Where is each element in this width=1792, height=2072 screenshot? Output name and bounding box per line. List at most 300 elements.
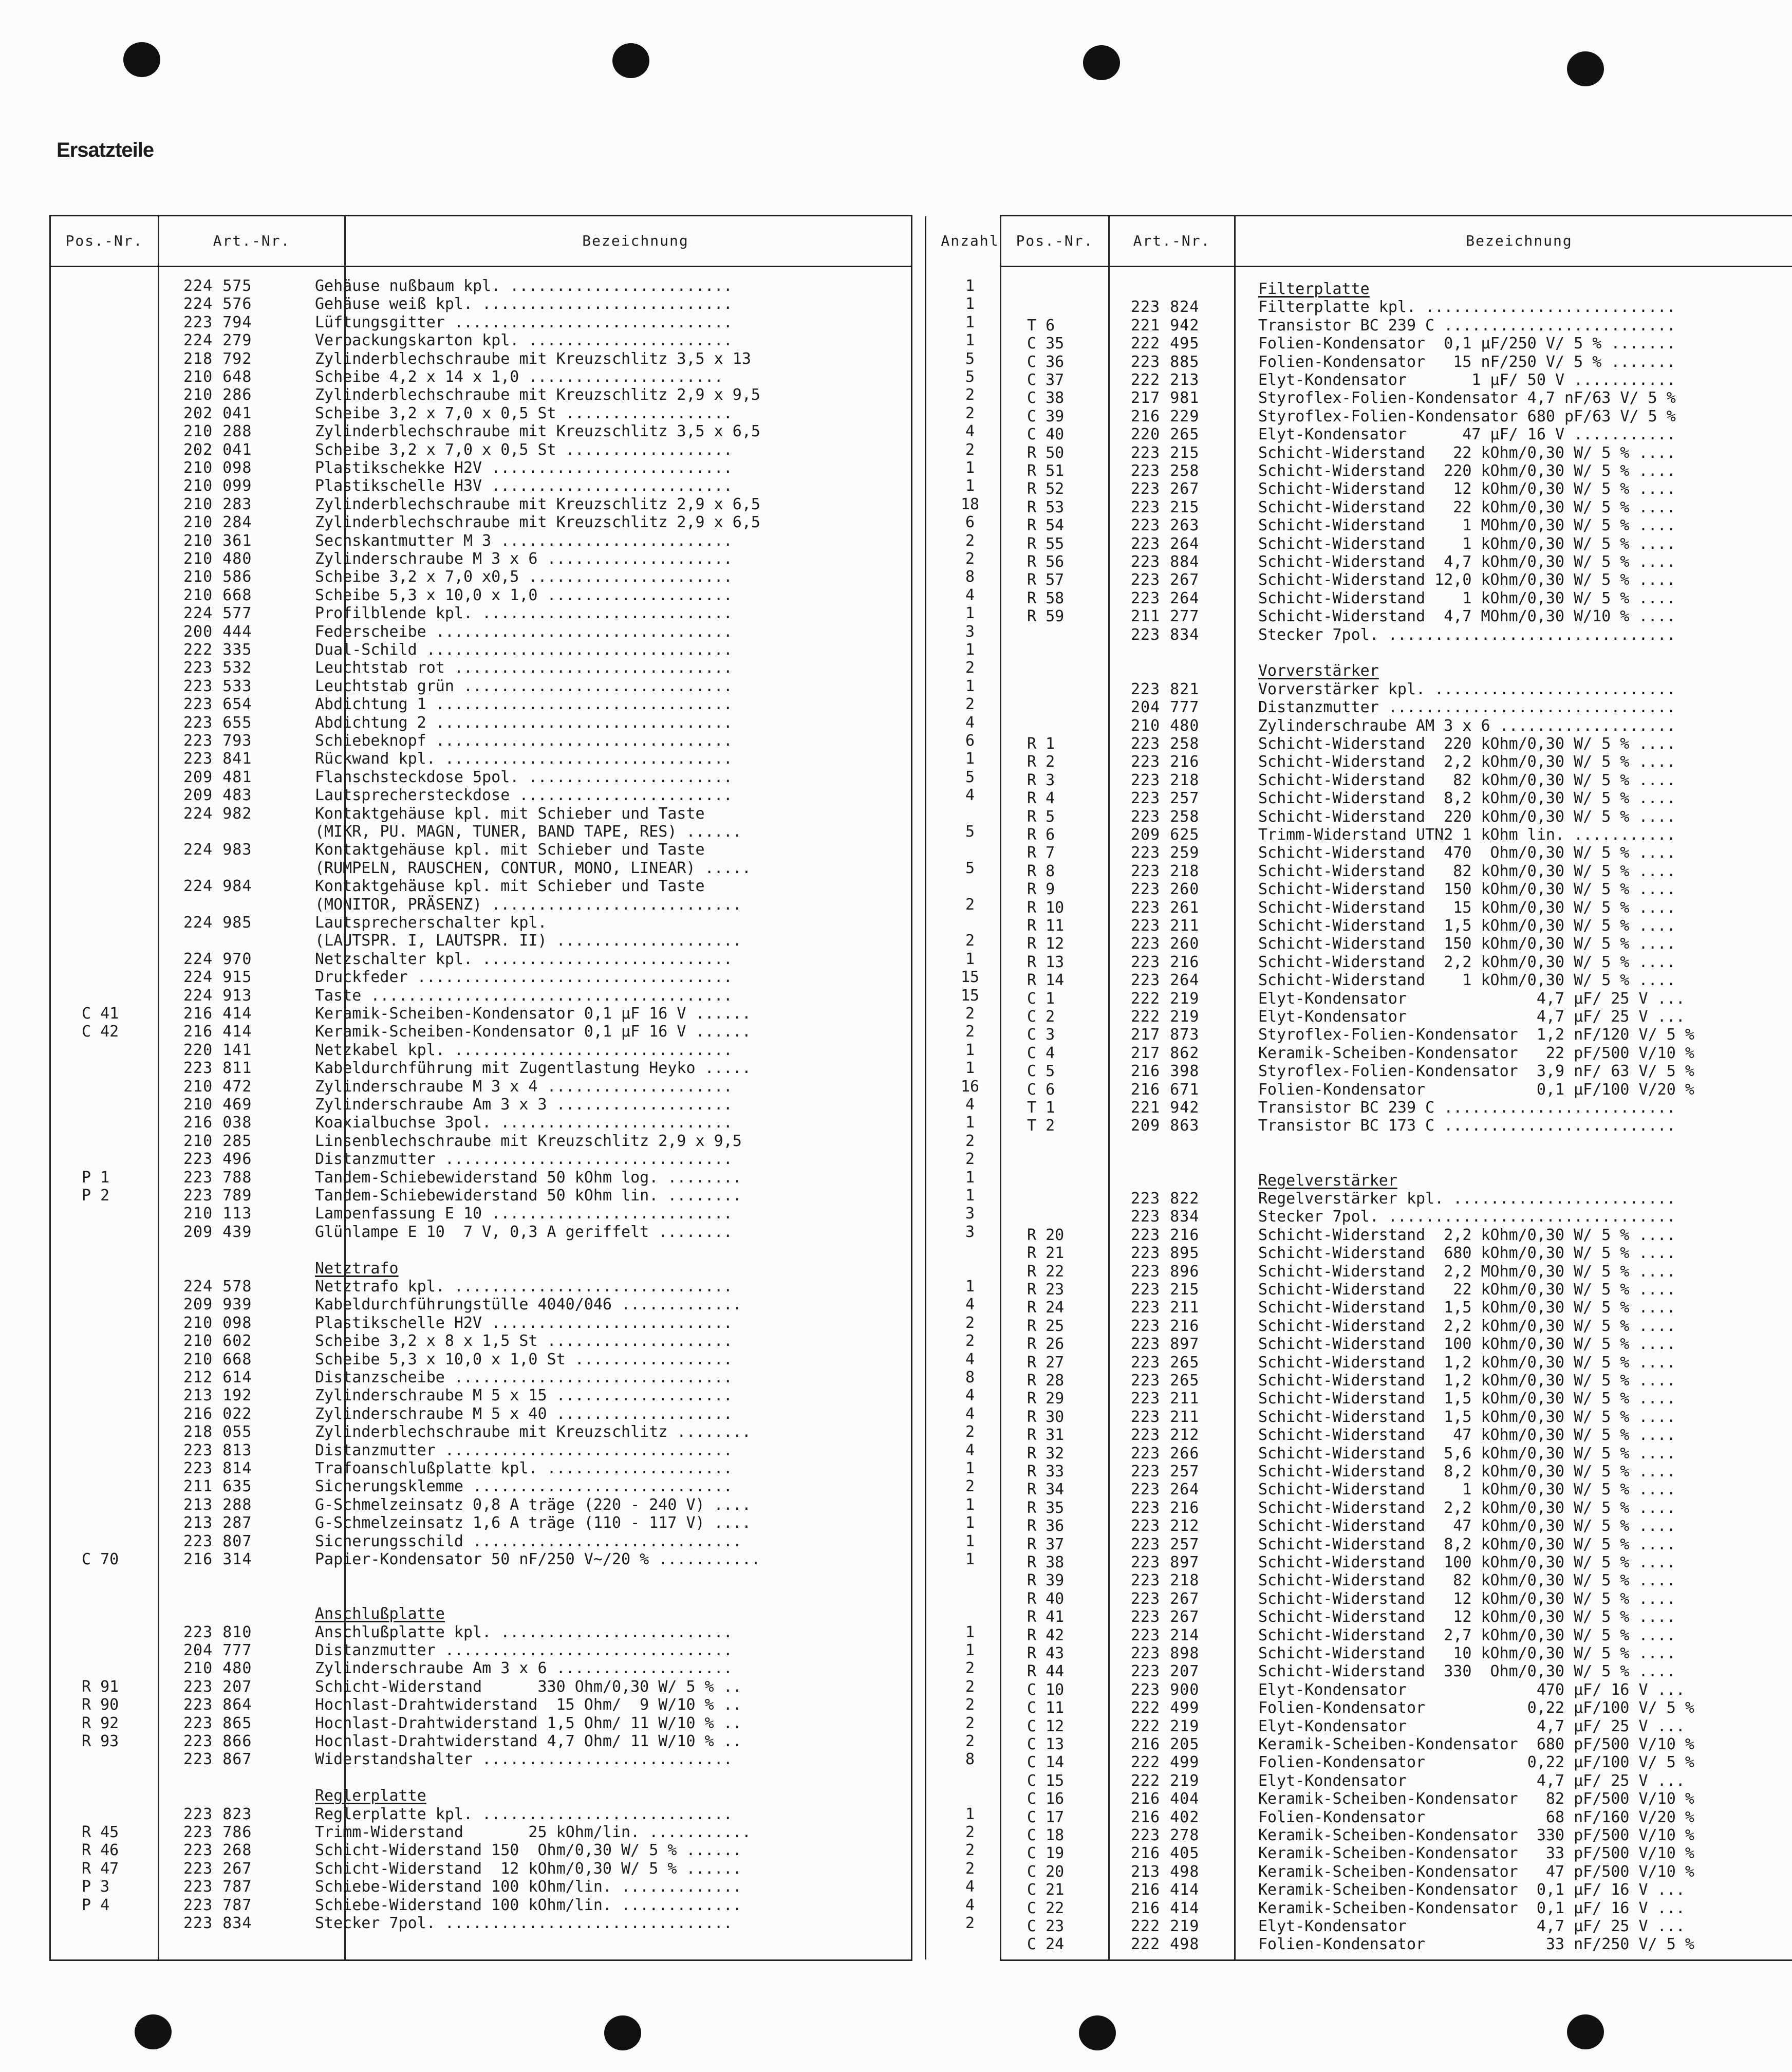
description: Schicht-Widerstand 82 kOhm/0,30 W/ 5 % .... [1258, 862, 1676, 880]
pos-number: R 51 [1027, 462, 1065, 480]
quantity: 1 [965, 1114, 975, 1132]
article-number: 209 483 [183, 786, 252, 805]
pos-number: C 22 [1027, 1899, 1065, 1917]
quantity: 1 [965, 604, 975, 623]
article-number: 223 268 [183, 1841, 252, 1860]
pos-number: R 52 [1027, 480, 1065, 498]
article-number: 223 897 [1131, 1553, 1200, 1571]
article-number: 210 113 [183, 1205, 252, 1223]
table-row [1001, 1772, 1792, 1790]
table-row [1001, 1844, 1792, 1863]
table-row [51, 531, 975, 550]
header-pos: Pos.-Nr. [1016, 232, 1094, 249]
quantity: 6 [965, 732, 975, 750]
table-row [51, 1550, 975, 1569]
table-row [51, 404, 975, 423]
table-row [1001, 1445, 1792, 1463]
quantity: 4 [965, 713, 975, 732]
article-number: 210 648 [183, 368, 252, 386]
table-header [1001, 216, 1792, 267]
pos-number: R 27 [1027, 1353, 1065, 1372]
article-number: 223 841 [183, 750, 252, 768]
pos-number: R 28 [1027, 1372, 1065, 1390]
table-row [51, 805, 911, 823]
punch-hole [604, 2015, 641, 2050]
description: Zylinderschraube Am 3 x 6 ................... [315, 1659, 733, 1678]
article-number: 223 259 [1131, 844, 1200, 862]
table-row [51, 495, 980, 514]
article-number: 216 414 [1131, 1899, 1200, 1917]
article-number: 223 821 [1131, 680, 1200, 698]
quantity: 2 [965, 1477, 975, 1496]
pos-number: R 58 [1027, 589, 1065, 607]
description: Schicht-Widerstand 100 kOhm/0,30 W/ 5 % .... [1258, 1553, 1676, 1571]
table-row [51, 477, 975, 495]
description: Keramik-Scheiben-Kondensator 33 pF/500 V/10 % [1258, 1844, 1694, 1863]
table-row [1001, 1535, 1792, 1554]
table-row [1001, 1753, 1792, 1772]
table-row [51, 386, 975, 404]
article-number: 223 260 [1131, 935, 1200, 953]
article-number: 210 286 [183, 386, 252, 404]
pos-number: C 24 [1027, 1935, 1065, 1954]
description: Kontaktgehäuse kpl. mit Schieber und Taste [315, 841, 705, 859]
table-row [1001, 1899, 1792, 1918]
description: Schicht-Widerstand 2,2 MOhm/0,30 W/ 5 % .... [1258, 1262, 1676, 1281]
description: Schicht-Widerstand 1,2 kOhm/0,30 W/ 5 % .... [1258, 1372, 1676, 1390]
table-row [1001, 498, 1792, 517]
description: Folien-Kondensator 0,1 µF/250 V/ 5 % ....... [1258, 335, 1676, 353]
quantity: 1 [965, 1041, 975, 1059]
table-row [51, 1459, 975, 1478]
article-number: 223 865 [183, 1714, 252, 1732]
pos-number: R 50 [1027, 443, 1065, 462]
pos-number: C 23 [1027, 1917, 1065, 1935]
pos-number: R 43 [1027, 1644, 1065, 1662]
description: Schicht-Widerstand 22 kOhm/0,30 W/ 5 % .... [1258, 443, 1676, 462]
table-row [1001, 1917, 1792, 1936]
table-row [1001, 1408, 1792, 1427]
pos-number: R 35 [1027, 1498, 1065, 1517]
quantity: 6 [965, 513, 975, 532]
article-number: 210 098 [183, 459, 252, 477]
article-number: 223 211 [1131, 1299, 1200, 1317]
table-row [51, 1659, 975, 1678]
pos-number: C 14 [1027, 1753, 1065, 1772]
pos-number: C 3 [1027, 1026, 1055, 1044]
quantity: 3 [965, 1223, 975, 1241]
article-number: 210 284 [183, 513, 252, 532]
pos-number: R 57 [1027, 571, 1065, 589]
table-row [1001, 880, 1792, 899]
table-row [1001, 1699, 1792, 1717]
description: Glühlampe E 10 7 V, 0,3 A geriffelt ........ [315, 1223, 733, 1241]
table-row [51, 1841, 975, 1860]
description: Regelverstärker kpl. ........................ [1258, 1190, 1676, 1208]
table-row [51, 1859, 975, 1878]
article-number: 223 261 [1131, 898, 1200, 917]
description: Folien-Kondensator 15 nF/250 V/ 5 % ....... [1258, 353, 1676, 371]
description: Schicht-Widerstand 2,2 kOhm/0,30 W/ 5 % .... [1258, 1226, 1676, 1244]
quantity: 1 [965, 313, 975, 331]
description: Elyt-Kondensator 4,7 µF/ 25 V ... [1258, 1771, 1685, 1790]
table-row [1001, 1863, 1792, 1881]
article-number: 224 913 [183, 986, 252, 1005]
article-number: 222 499 [1131, 1699, 1200, 1717]
pos-number: R 24 [1027, 1299, 1065, 1317]
description: G-Schmelzeinsatz 0,8 A träge (220 - 240 V) .... [315, 1495, 751, 1514]
table-row [51, 1732, 975, 1751]
pos-number: R 13 [1027, 953, 1065, 971]
article-number: 223 215 [1131, 1281, 1200, 1299]
table-row [1001, 735, 1792, 753]
table-row [1001, 935, 1792, 953]
description: (RUMPELN, RAUSCHEN, CONTUR, MONO, LINEAR) ..... [315, 859, 751, 877]
section-heading-row [1001, 1172, 1792, 1190]
table-row [51, 713, 975, 732]
table-row [51, 1750, 975, 1769]
description: Schicht-Widerstand 47 kOhm/0,30 W/ 5 % .... [1258, 1426, 1676, 1445]
table-row [51, 440, 975, 459]
section-title: Netztrafo [315, 1259, 399, 1278]
article-number: 224 279 [183, 331, 252, 350]
article-number: 223 895 [1131, 1244, 1200, 1263]
article-number: 224 985 [183, 914, 252, 932]
table-row [1001, 1790, 1792, 1808]
description: Folien-Kondensator 0,22 µF/100 V/ 5 % [1258, 1699, 1694, 1717]
description: Schicht-Widerstand 22 kOhm/0,30 W/ 5 % .... [1258, 1281, 1676, 1299]
article-number: 223 654 [183, 695, 252, 714]
section-title: Reglerplatte [315, 1787, 426, 1805]
table-row [51, 1077, 980, 1096]
table-row [1001, 444, 1792, 462]
table-row [51, 1205, 975, 1223]
description: Elyt-Kondensator 470 µF/ 16 V ... [1258, 1680, 1685, 1699]
description: Reglerplatte kpl. ........................... [315, 1805, 733, 1823]
section-heading-row [51, 1787, 911, 1805]
article-number: 223 264 [1131, 1481, 1200, 1499]
description: Scheibe 3,2 x 7,0 x 0,5 St .................. [315, 404, 733, 422]
description: Distanzmutter ............................... [315, 1641, 733, 1659]
table-row [51, 604, 975, 623]
table-row [1001, 844, 1792, 862]
quantity: 2 [965, 1023, 975, 1041]
description: Kabeldurchführungstülle 4040/046 ............. [315, 1296, 742, 1314]
header-art: Art.-Nr. [1133, 232, 1211, 249]
table-row [1001, 516, 1792, 535]
description: Taste ....................................... [315, 986, 733, 1005]
article-number: 218 792 [183, 349, 252, 368]
description: Filterplatte kpl. ........................... [1258, 298, 1676, 317]
article-number: 223 218 [1131, 771, 1200, 789]
description: Keramik-Scheiben-Kondensator 330 pF/500 V/10 % [1258, 1826, 1694, 1844]
pos-number: R 2 [1027, 753, 1055, 771]
description: Lüftungsgitter .............................. [315, 313, 733, 331]
description: Gehäuse nußbaum kpl. ........................ [315, 277, 733, 295]
description: Distanzmutter ............................... [315, 1150, 733, 1169]
pos-number: R 44 [1027, 1662, 1065, 1681]
quantity: 2 [965, 1732, 975, 1750]
description: Gehäuse weiß kpl. ........................... [315, 295, 733, 313]
pos-number: R 34 [1027, 1481, 1065, 1499]
article-number: 223 216 [1131, 953, 1200, 971]
article-number: 223 794 [183, 313, 252, 331]
table-row [51, 1587, 911, 1605]
article-number: 210 480 [183, 1659, 252, 1678]
table-row [1001, 1099, 1792, 1117]
pos-number: T 2 [1027, 1117, 1055, 1135]
article-number: 209 939 [183, 1296, 252, 1314]
table-row [1001, 789, 1792, 808]
article-number: 218 055 [183, 1423, 252, 1441]
quantity: 4 [965, 786, 975, 805]
description: Schicht-Widerstand 220 kOhm/0,30 W/ 5 % .... [1258, 735, 1676, 753]
article-number: 223 884 [1131, 553, 1200, 571]
article-number: 223 807 [183, 1532, 252, 1550]
article-number: 223 793 [183, 732, 252, 750]
article-number: 223 211 [1131, 1408, 1200, 1426]
article-number: 210 283 [183, 495, 252, 513]
article-number: 216 414 [183, 1005, 252, 1023]
article-number: 223 278 [1131, 1826, 1200, 1844]
table-row [51, 568, 975, 586]
quantity: 3 [965, 622, 975, 641]
description: Dual-Schild ................................. [315, 641, 733, 659]
quantity: 2 [965, 1313, 975, 1332]
article-number: 217 873 [1131, 1026, 1200, 1044]
pos-number: C 17 [1027, 1808, 1065, 1826]
article-number: 222 213 [1131, 371, 1200, 389]
description: Schicht-Widerstand 1,5 kOhm/0,30 W/ 5 % .... [1258, 1390, 1676, 1408]
description: Schicht-Widerstand 12 kOhm/0,30 W/ 5 % .... [1258, 480, 1676, 498]
table-row [51, 1823, 975, 1842]
table-row [51, 1096, 975, 1114]
pos-number: R 22 [1027, 1262, 1065, 1281]
article-number: 217 981 [1131, 389, 1200, 408]
pos-number: C 39 [1027, 407, 1065, 425]
description: Schicht-Widerstand 680 kOhm/0,30 W/ 5 % .... [1258, 1244, 1676, 1263]
article-number: 223 834 [1131, 625, 1200, 644]
punch-hole [1083, 45, 1120, 80]
parts-table-right [1000, 215, 1792, 1961]
article-number: 210 285 [183, 1132, 252, 1150]
article-number: 222 219 [1131, 1917, 1200, 1935]
table-row [1001, 462, 1792, 480]
article-number: 223 215 [1131, 443, 1200, 462]
article-number: 223 264 [1131, 589, 1200, 607]
table-row [51, 1241, 911, 1260]
pos-number: R 25 [1027, 1317, 1065, 1335]
article-number: 223 265 [1131, 1372, 1200, 1390]
article-number: 210 480 [1131, 716, 1200, 735]
table-row [51, 1132, 975, 1151]
table-row [51, 349, 975, 368]
table-row [1001, 408, 1792, 426]
quantity: 8 [965, 568, 975, 586]
table-row [51, 1041, 975, 1060]
pos-number: C 20 [1027, 1862, 1065, 1881]
quantity: 4 [965, 586, 975, 604]
description: Verpackungskarton kpl. ...................... [315, 331, 733, 350]
article-number: 223 264 [1131, 971, 1200, 990]
table-row [1001, 1081, 1792, 1099]
article-number: 223 532 [183, 659, 252, 677]
article-number: 223 788 [183, 1168, 252, 1187]
description: Stecker 7pol. ............................... [1258, 625, 1676, 644]
article-number: 216 038 [183, 1114, 252, 1132]
table-row [1001, 917, 1792, 935]
table-row [1001, 1826, 1792, 1845]
article-number: 223 267 [1131, 571, 1200, 589]
article-number: 223 866 [183, 1732, 252, 1750]
description: Elyt-Kondensator 47 µF/ 16 V ........... [1258, 425, 1676, 444]
description: Elyt-Kondensator 4,7 µF/ 25 V ... [1258, 1008, 1685, 1026]
description: Schicht-Widerstand 220 kOhm/0,30 W/ 5 % .... [1258, 807, 1676, 826]
table-row [51, 986, 980, 1005]
quantity: 2 [965, 1914, 975, 1932]
article-number: 200 444 [183, 622, 252, 641]
description: Keramik-Scheiben-Kondensator 47 pF/500 V/10 % [1258, 1862, 1694, 1881]
article-number: 202 041 [183, 404, 252, 422]
pos-number: R 93 [82, 1732, 119, 1750]
table-row [1001, 826, 1792, 844]
table-row [51, 1914, 975, 1933]
table-row [51, 1677, 975, 1696]
description: Federscheibe ................................ [315, 622, 733, 641]
description: (MIKR, PU. MAGN, TUNER, BAND TAPE, RES) ...... [315, 823, 742, 841]
quantity: 1 [965, 477, 975, 495]
table-row [1001, 1426, 1792, 1445]
article-number: 209 439 [183, 1223, 252, 1241]
article-number: 223 789 [183, 1187, 252, 1205]
quantity: 2 [965, 550, 975, 568]
quantity: 2 [965, 1714, 975, 1732]
quantity: 4 [965, 1296, 975, 1314]
pos-number: R 90 [82, 1696, 119, 1714]
description: Zylinderblechschraube mit Kreuzschlitz 2,9 x 9,5 [315, 386, 760, 404]
article-number: 216 414 [1131, 1881, 1200, 1899]
quantity: 1 [965, 295, 975, 313]
description: Koaxialbuchse 3pol. ......................... [315, 1114, 733, 1132]
table-row [1001, 1499, 1792, 1518]
description: Anschlußplatte kpl. ......................... [315, 1623, 733, 1641]
article-number: 223 787 [183, 1878, 252, 1896]
description: Tandem-Schiebewiderstand 50 kOhm log. ........ [315, 1168, 742, 1187]
table-row [51, 768, 975, 787]
pos-number: P 3 [82, 1878, 110, 1896]
description: Distanzmutter ............................... [1258, 698, 1676, 717]
table-row [51, 368, 975, 386]
pos-number: P 4 [82, 1896, 110, 1914]
quantity: 2 [965, 1132, 975, 1150]
header-desc: Bezeichnung [582, 232, 689, 249]
article-number: 223 214 [1131, 1626, 1200, 1644]
description: Schicht-Widerstand 12 kOhm/0,30 W/ 5 % .... [1258, 1589, 1676, 1608]
article-number: 222 335 [183, 641, 252, 659]
pos-number: P 1 [82, 1168, 110, 1187]
quantity: 1 [965, 1805, 975, 1823]
pos-number: T 6 [1027, 316, 1055, 335]
description: Widerstandshalter ........................... [315, 1750, 733, 1769]
description: Plastikschelle H3V .......................... [315, 477, 733, 495]
article-number: 216 414 [183, 1023, 252, 1041]
pos-number: R 36 [1027, 1517, 1065, 1535]
table-row [1001, 1153, 1792, 1172]
article-number: 209 625 [1131, 826, 1200, 844]
description: Keramik-Scheiben-Kondensator 0,1 µF 16 V ...... [315, 1005, 751, 1023]
quantity: 2 [965, 386, 975, 404]
description: Schicht-Widerstand 1,2 kOhm/0,30 W/ 5 % .... [1258, 1353, 1676, 1372]
description: Styroflex-Folien-Kondensator 680 pF/63 V/ 5 % [1258, 407, 1676, 425]
description: Zylinderblechschraube mit Kreuzschlitz 2,9 x 6,5 [315, 495, 760, 513]
pos-number: C 4 [1027, 1044, 1055, 1062]
description: Kontaktgehäuse kpl. mit Schieber und Taste [315, 804, 705, 823]
table-row [1001, 899, 1792, 917]
article-number: 222 219 [1131, 1717, 1200, 1735]
table-row [51, 1187, 975, 1205]
quantity: 8 [965, 1750, 975, 1769]
description: Profilblende kpl. ........................... [315, 604, 733, 623]
description: Leuchtstab grün ............................. [315, 677, 733, 695]
description: Styroflex-Folien-Kondensator 1,2 nF/120 V/ 5 % [1258, 1026, 1694, 1044]
table-row [1001, 1226, 1792, 1245]
pos-number: R 45 [82, 1823, 119, 1841]
quantity: 2 [965, 404, 975, 422]
section-heading-row [1001, 662, 1792, 680]
article-number: 220 265 [1131, 425, 1200, 444]
article-number: 223 813 [183, 1441, 252, 1459]
quantity: 5 [965, 823, 975, 841]
pos-number: C 12 [1027, 1717, 1065, 1735]
description: Schicht-Widerstand 100 kOhm/0,30 W/ 5 % .... [1258, 1335, 1676, 1354]
table-row [51, 513, 975, 532]
description: Schicht-Widerstand 1,5 kOhm/0,30 W/ 5 % .... [1258, 917, 1676, 935]
table-row [51, 1769, 911, 1787]
description: Keramik-Scheiben-Kondensator 0,1 µF/ 16 V ... [1258, 1899, 1685, 1917]
description: Papier-Kondensator 50 nF/250 V~/20 % ........... [315, 1550, 760, 1568]
article-number: 224 983 [183, 841, 252, 859]
article-number: 223 267 [183, 1859, 252, 1878]
article-number: 204 777 [1131, 698, 1200, 717]
table-row [1001, 1354, 1792, 1372]
pos-number: R 39 [1027, 1571, 1065, 1590]
section-title: Regelverstärker [1258, 1171, 1397, 1190]
article-number: 223 267 [1131, 1608, 1200, 1626]
table-row [51, 1114, 975, 1132]
pos-number: R 91 [82, 1677, 119, 1696]
article-number: 216 314 [183, 1550, 252, 1568]
description: Zylinderschraube M 5 x 40 ................... [315, 1404, 733, 1423]
article-number: 223 216 [1131, 753, 1200, 771]
article-number: 223 896 [1131, 1262, 1200, 1281]
pos-number: C 36 [1027, 353, 1065, 371]
pos-number: T 1 [1027, 1099, 1055, 1117]
table-row [1001, 1335, 1792, 1354]
article-number: 222 498 [1131, 1935, 1200, 1954]
pos-number: R 30 [1027, 1408, 1065, 1426]
article-number: 223 218 [1131, 862, 1200, 880]
parts-table-left [49, 215, 999, 1961]
description: Schiebe-Widerstand 100 kOhm/lin. ............. [315, 1878, 742, 1896]
article-number: 223 267 [1131, 1589, 1200, 1608]
table-row [1001, 353, 1792, 372]
article-number: 223 867 [183, 1750, 252, 1769]
article-number: 210 361 [183, 531, 252, 550]
description: Schicht-Widerstand 470 Ohm/0,30 W/ 5 % .... [1258, 844, 1676, 862]
pos-number: R 29 [1027, 1390, 1065, 1408]
description: Schicht-Widerstand 15 kOhm/0,30 W/ 5 % .... [1258, 898, 1676, 917]
article-number: 209 863 [1131, 1117, 1200, 1135]
